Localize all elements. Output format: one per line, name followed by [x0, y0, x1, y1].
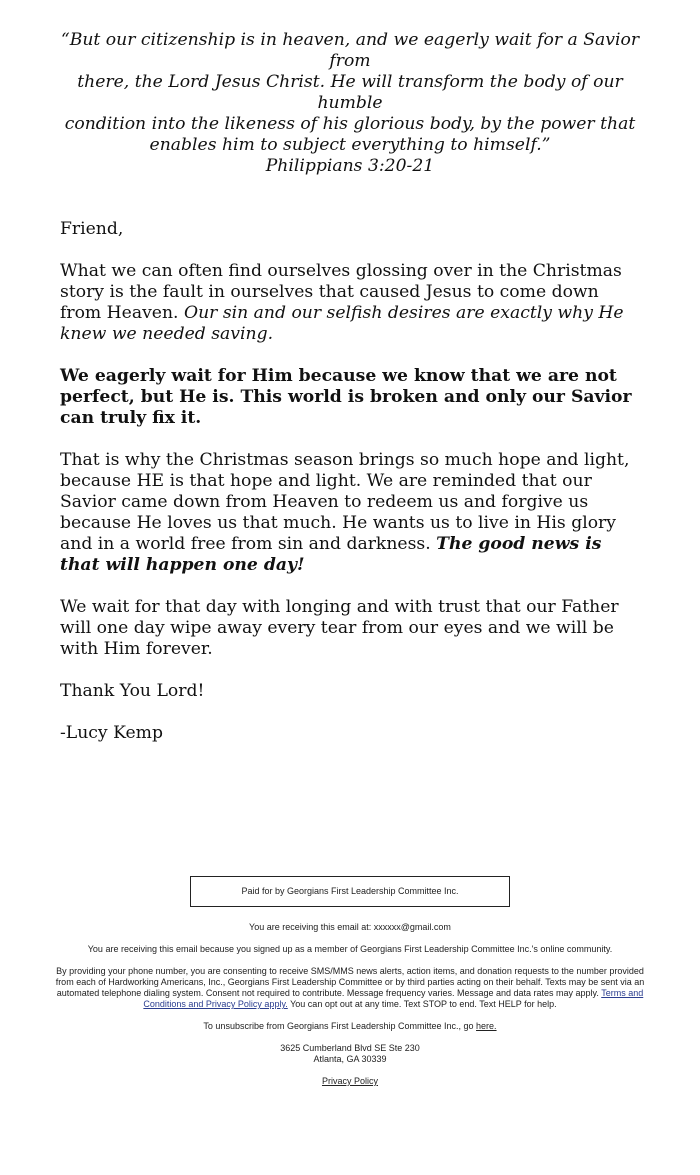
address-line-2: Atlanta, GA 30339 — [313, 1054, 387, 1064]
quote-line: “But our citizenship is in heaven, and we eagerly wait for a Savior from — [60, 30, 640, 71]
quote-line: condition into the likeness of his glorious body, by the power that — [64, 114, 636, 134]
paragraph-3-text: That is why the Christmas season brings so much hope and light, because HE is that hope and light. We are reminded that our Savior came down from Heaven to redeem us and forgive us because He loves us that much. He wants us to live in His glory and in a world free from sin and darkness. — [60, 450, 630, 554]
sms-consent-text — [55, 966, 645, 1010]
paid-for-text: Paid for by Georgians First Leadership Committee Inc. — [241, 886, 459, 896]
unsubscribe-link[interactable]: here. — [476, 1021, 497, 1031]
unsubscribe-text — [55, 1021, 645, 1032]
paragraph-3 — [60, 450, 640, 576]
quote-reference: Philippians 3:20-21 — [265, 156, 435, 176]
address-line-1: 3625 Cumberland Blvd SE Ste 230 — [280, 1043, 420, 1053]
terms-privacy-link[interactable]: Terms and Conditions and Privacy Policy apply. — [143, 988, 644, 1009]
signature: -Lucy Kemp — [60, 723, 163, 743]
receiving-email-text: You are receiving this email at: xxxxxx@gmail.com — [249, 922, 451, 932]
quote-line: enables him to subject everything to himself.” — [149, 135, 551, 155]
sms-consent-tail: You can opt out at any time. Text STOP to end. Text HELP for help. — [287, 999, 557, 1009]
greeting: Friend, — [60, 219, 124, 239]
letter-body — [60, 30, 640, 765]
paragraph-2-bold: We eagerly wait for Him because we know that we are not perfect, but He is. This world is broken and only our Savior can truly fix it. — [60, 366, 632, 428]
paragraph-1 — [60, 261, 640, 345]
sms-consent-body: By providing your phone number, you are consenting to receive SMS/MMS news alerts, action items, and donation requests to the number provided from each of Hardworking Americans, Inc., Georgians First Leadership Committee or by third parties acting on their behalf. Texts may be sent via an automated telephone dialing system. Consent not required to contribute. Message frequency varies. Message and data rates may apply. — [55, 966, 645, 998]
signed-up-text: You are receiving this email because you signed up as a member of Georgians First Leadership Committee Inc.'s online community. — [87, 944, 613, 954]
paid-for-box — [190, 876, 510, 907]
privacy-policy-row — [55, 1076, 645, 1087]
paragraph-1-italic: Our sin and our selfish desires are exactly why He knew we needed saving. — [60, 303, 624, 344]
paragraph-3-bold-italic: The good news is that will happen one day! — [60, 534, 602, 575]
mailing-address — [55, 1043, 645, 1065]
paragraph-4: We wait for that day with longing and with trust that our Father will one day wipe away every tear from our eyes and we will be with Him forever. — [60, 597, 619, 659]
unsubscribe-label: To unsubscribe from Georgians First Leadership Committee Inc., go — [203, 1021, 477, 1031]
email-footer — [55, 876, 645, 1098]
paragraph-1-text: What we can often find ourselves glossing over in the Christmas story is the fault in ourselves that caused Jesus to come down from Heaven. — [60, 261, 622, 323]
thanks-line: Thank You Lord! — [60, 681, 205, 701]
scripture-quote — [60, 30, 640, 177]
quote-line: there, the Lord Jesus Christ. He will transform the body of our humble — [77, 72, 623, 113]
privacy-policy-link[interactable]: Privacy Policy — [321, 1076, 378, 1086]
